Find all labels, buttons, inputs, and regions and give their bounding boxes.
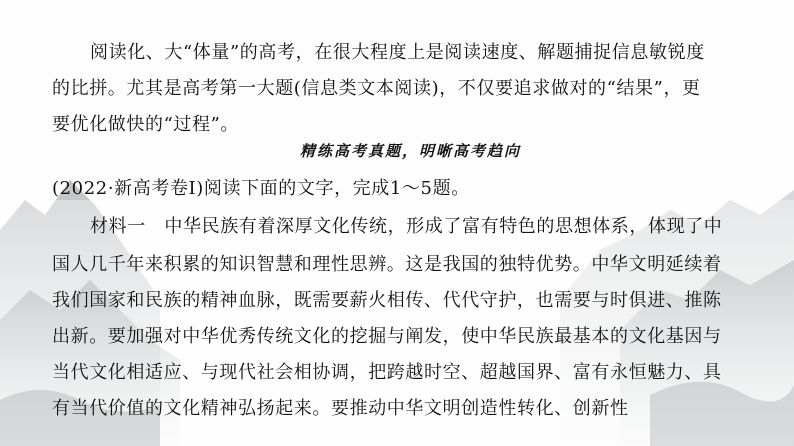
intro-line-3: 要优化做快的“过程”。 <box>52 114 240 135</box>
material-line-2: 国人几千年来积累的知识智慧和理性思辨。这是我国的独特优势。中华文明延续着 <box>52 254 722 275</box>
material-line-1: 材料一 中华民族有着深厚文化传统，形成了富有特色的思想体系，体现了中 <box>90 216 723 237</box>
intro-line-2: 的比拼。尤其是高考第一大题(信息类文本阅读)，不仅要追求做对的“结果”，更 <box>52 78 701 99</box>
material-line-3: 我们国家和民族的精神血脉，既需要薪火相传、代代守护，也需要与时俱进、推陈 <box>52 290 722 311</box>
material-line-5: 当代文化相适应、与现代社会相协调，把跨越时空、超越国界、富有永恒魅力、具 <box>52 362 722 383</box>
material-line-4: 出新。要加强对中华优秀传统文化的挖掘与阐发，使中华民族最基本的文化基因与 <box>52 326 722 347</box>
section-title: 精练高考真题，明晰高考趋向 <box>300 142 522 160</box>
material-line-6: 有当代价值的文化精神弘扬起来。要推动中华文明创造性转化、创新性 <box>52 398 629 419</box>
intro-line-1: 阅读化、大“体量”的高考，在很大程度上是阅读速度、解题捕捉信息敏锐度 <box>90 42 705 63</box>
question-prompt: (2022·新高考卷Ⅰ)阅读下面的文字，完成1～5题。 <box>52 178 470 199</box>
